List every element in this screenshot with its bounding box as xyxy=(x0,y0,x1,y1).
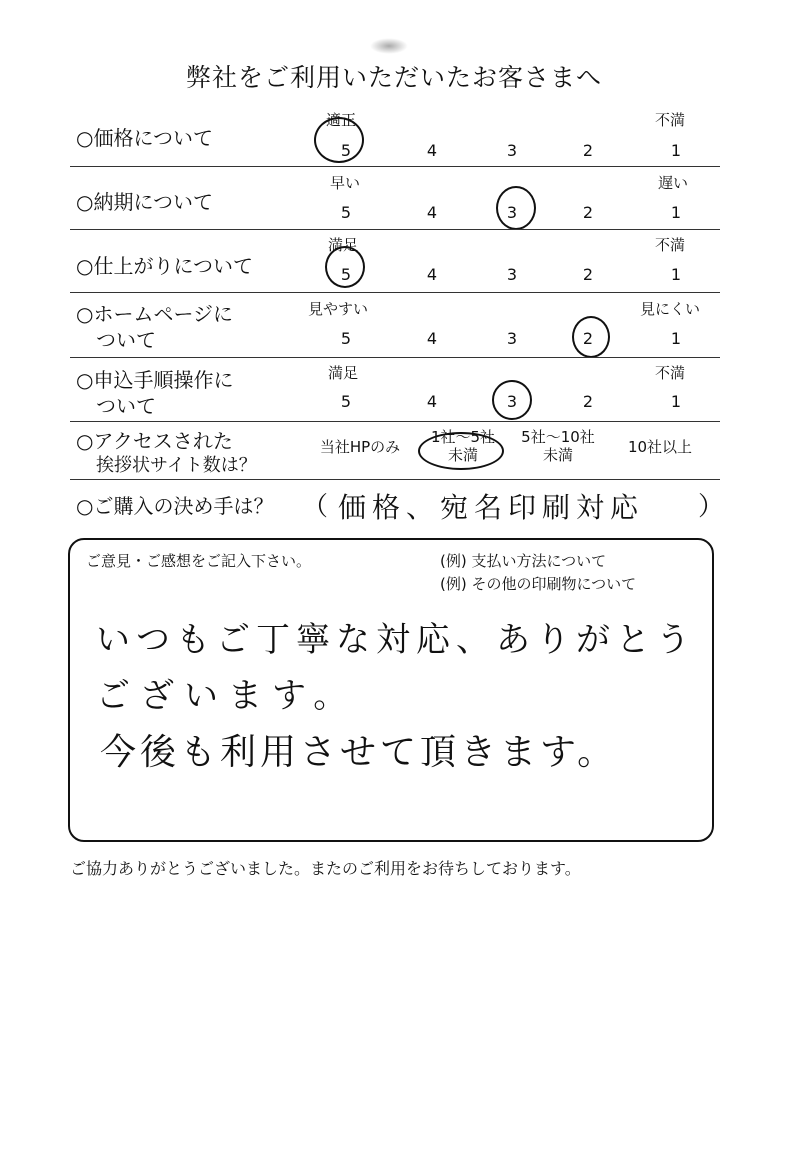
question-delivery-option-2[interactable]: 2 xyxy=(582,203,594,222)
question-delivery-option-3[interactable]: 3 xyxy=(506,203,518,222)
access-option-10-plus[interactable] xyxy=(612,438,708,456)
question-price-option-3[interactable]: 3 xyxy=(506,141,518,160)
access-option-1-5-line2: 未満 xyxy=(447,446,478,464)
access-option-hp-only[interactable] xyxy=(305,438,415,456)
question-application-left-label: 満足 xyxy=(328,364,359,382)
question-purchase-label: ○ご購入の決め手は？ xyxy=(76,494,274,518)
question-access-label-line2: 挨拶状サイト数は？ xyxy=(96,455,257,476)
question-application-option-4[interactable]: 4 xyxy=(426,392,438,411)
footer-thanks: ご協力ありがとうございました。またのご利用をお待ちしております。 xyxy=(70,859,581,878)
question-website-option-5[interactable]: 5 xyxy=(340,329,352,348)
question-finish-option-4[interactable]: 4 xyxy=(426,265,438,284)
question-price-option-2[interactable]: 2 xyxy=(582,141,594,160)
question-price-selection-circle xyxy=(314,117,364,163)
access-option-5-10[interactable] xyxy=(508,428,608,464)
question-application-option-1[interactable]: 1 xyxy=(670,392,682,411)
divider xyxy=(70,229,720,230)
question-finish-option-1[interactable]: 1 xyxy=(670,265,682,284)
question-delivery-option-4[interactable]: 4 xyxy=(426,203,438,222)
purchase-answer[interactable]: 価格、宛名印刷対応 xyxy=(338,491,645,524)
question-delivery-option-1[interactable]: 1 xyxy=(670,203,682,222)
question-website-option-1[interactable]: 1 xyxy=(670,329,682,348)
question-website-right-label: 見にくい xyxy=(640,300,701,318)
question-finish-selection-circle xyxy=(325,246,365,288)
divider xyxy=(70,166,720,167)
access-selection-circle xyxy=(418,432,504,470)
question-delivery-right-label: 遅い xyxy=(658,174,689,192)
question-finish-right-label: 不満 xyxy=(655,236,686,254)
divider xyxy=(70,357,720,358)
divider xyxy=(70,421,720,422)
access-option-1-5-line1: 1社～5社 xyxy=(430,428,496,446)
question-finish-option-5[interactable]: 5 xyxy=(340,265,352,284)
question-website-label-line2: ついて xyxy=(96,328,156,352)
question-finish-left-label: 満足 xyxy=(328,236,359,254)
question-price-label: ○価格について xyxy=(76,126,214,150)
question-price-left-label: 適正 xyxy=(326,111,357,129)
question-application-right-label: 不満 xyxy=(655,364,686,382)
comments-handwritten-line-1: いつもご丁寧な対応、ありがとう xyxy=(96,620,696,660)
access-option-hp-only-line1: 当社HPのみ xyxy=(319,438,401,456)
question-price-right-label: 不満 xyxy=(655,111,686,129)
question-finish-option-2[interactable]: 2 xyxy=(582,265,594,284)
divider xyxy=(70,479,720,480)
question-website-option-3[interactable]: 3 xyxy=(506,329,518,348)
question-website-option-4[interactable]: 4 xyxy=(426,329,438,348)
question-delivery-left-label: 早い xyxy=(330,174,361,192)
access-option-10-plus-line1: 10社以上 xyxy=(627,438,693,456)
question-website-label-line1: ○ホームページに xyxy=(76,302,234,326)
question-application-label-line1: ○申込手順操作に xyxy=(76,368,234,392)
question-application-selection-circle xyxy=(492,380,532,420)
comments-handwritten-line-3: 今後も利用させて頂きます。 xyxy=(100,732,618,773)
divider xyxy=(70,292,720,293)
comments-prompt: ご意見・ご感想をご記入下さい。 xyxy=(86,552,312,570)
question-access-label-line1: ○アクセスされた xyxy=(76,429,233,453)
question-application-option-5[interactable]: 5 xyxy=(340,392,352,411)
question-application-label-line2: ついて xyxy=(96,394,156,418)
comments-handwritten-line-2: ございます。 xyxy=(96,676,358,716)
purchase-open-paren: （ xyxy=(302,492,329,522)
question-delivery-label: ○納期について xyxy=(76,190,214,214)
purchase-close-paren: ） xyxy=(698,492,725,522)
question-application-option-2[interactable]: 2 xyxy=(582,392,594,411)
title-smudge-mark xyxy=(370,38,408,54)
question-website-selection-circle xyxy=(572,316,610,358)
question-finish-option-3[interactable]: 3 xyxy=(506,265,518,284)
question-price-option-1[interactable]: 1 xyxy=(670,141,682,160)
question-price-option-4[interactable]: 4 xyxy=(426,141,438,160)
question-application-option-3[interactable]: 3 xyxy=(506,392,518,411)
question-website-option-2[interactable]: 2 xyxy=(582,329,594,348)
question-finish-label: ○仕上がりについて xyxy=(76,254,254,278)
question-delivery-option-5[interactable]: 5 xyxy=(340,203,352,222)
comments-example-2: (例) その他の印刷物について xyxy=(440,575,637,593)
comments-example-1: (例) 支払い方法について xyxy=(440,552,607,570)
question-delivery-selection-circle xyxy=(496,186,536,230)
question-price-option-5[interactable]: 5 xyxy=(340,141,352,160)
access-option-5-10-line1: 5社～10社 xyxy=(521,428,595,446)
question-website-left-label: 見やすい xyxy=(308,300,369,318)
page-title: 弊社をご利用いただいたお客さまへ xyxy=(185,63,602,92)
access-option-5-10-line2: 未満 xyxy=(542,446,573,464)
